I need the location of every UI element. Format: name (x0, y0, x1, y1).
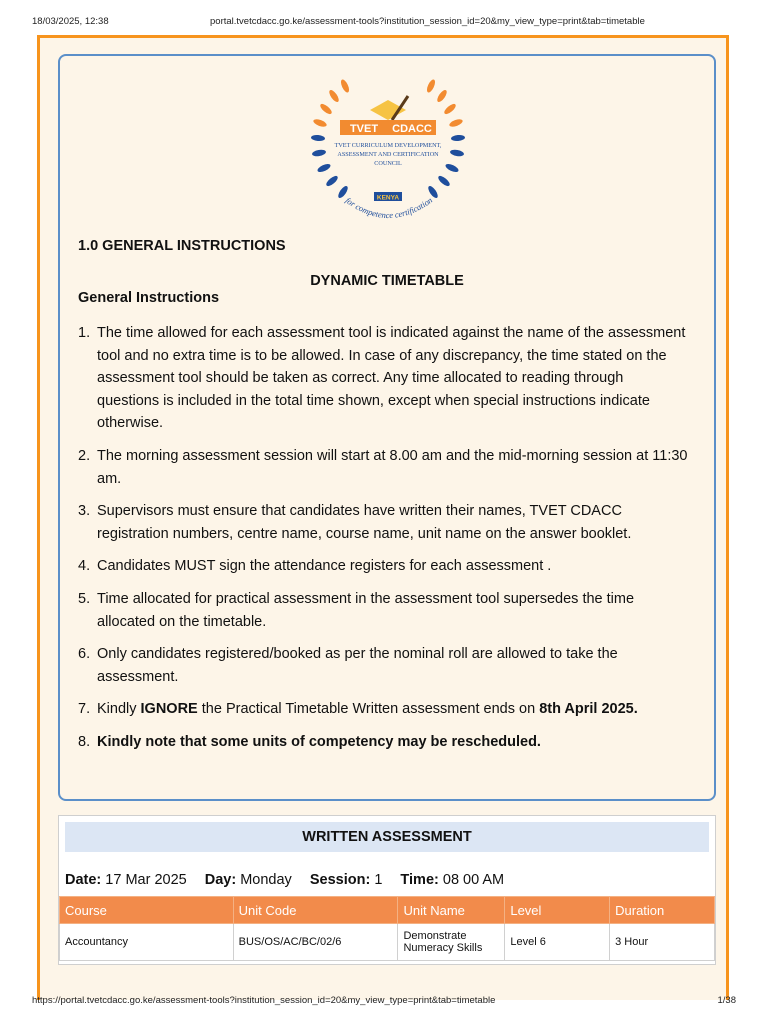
column-header: Duration (610, 897, 715, 924)
written-assessment-section (58, 815, 716, 965)
laurel-left-icon (311, 78, 351, 199)
session-date: 17 Mar 2025 (105, 872, 187, 888)
instruction-item: 6. Only candidates registered/booked as per the nominal roll are allowed to take the assessment. (78, 646, 618, 685)
logo-line-1: TVET CURRICULUM DEVELOPMENT, (334, 142, 442, 149)
page-number: 1/38 (717, 995, 736, 1006)
cell-course: Accountancy (60, 924, 234, 961)
print-header-url: portal.tvetcdacc.go.ke/assessment-tools?institution_session_id=20&my_view_type=print&tab=timetable (210, 16, 645, 27)
instructions-list (78, 322, 688, 764)
timetable-title: DYNAMIC TIMETABLE (310, 273, 464, 289)
tvet-cdacc-logo (304, 76, 472, 236)
session-info: Date: 17 Mar 2025 Day: Monday Session: 1 Time: 08 00 AM (65, 872, 505, 888)
logo-country: KENYA (376, 194, 400, 202)
graduation-cap-icon (370, 100, 406, 120)
logo-line-2: ASSESSMENT AND CERTIFICATION (337, 151, 439, 158)
column-header: Unit Code (233, 897, 398, 924)
assessment-banner: WRITTEN ASSESSMENT (65, 822, 709, 852)
cell-unit-name: Demonstrate Numeracy Skills (398, 924, 505, 961)
table-row (60, 924, 715, 961)
instruction-item: 4. Candidates MUST sign the attendance registers for each assessment . (78, 558, 552, 575)
session-time: 08 00 AM (442, 872, 505, 888)
print-footer (32, 995, 736, 1009)
cell-unit-code: BUS/OS/AC/BC/02/6 (233, 924, 398, 961)
column-header: Level (505, 897, 610, 924)
instruction-item: 3. Supervisors must ensure that candidates have written their names, TVET CDACC registration numbers, centre name, course name, unit name on the answer booklet. (78, 503, 632, 542)
cell-level: Level 6 (505, 924, 610, 961)
print-datetime: 18/03/2025, 12:38 (32, 16, 109, 27)
page-frame (37, 35, 729, 1000)
instruction-item: 5. Time allocated for practical assessment in the assessment tool supersedes the time allocated on the timetable. (78, 590, 635, 630)
print-footer-url: https://portal.tvetcdacc.go.ke/assessment-tools?institution_session_id=20&my_view_type=print&tab=timetable (32, 995, 496, 1006)
instruction-item: 8. Kindly note that some units of competency may be rescheduled. (78, 733, 541, 750)
timetable-table (59, 896, 715, 961)
cell-duration: 3 Hour (610, 924, 715, 961)
general-instructions-heading: General Instructions (78, 290, 220, 306)
instruction-item: 7. Kindly IGNORE the Practical Timetable Written assessment ends on 8th April 2025. (78, 701, 638, 718)
logo-motto: for competence certification (343, 194, 435, 221)
instruction-item: 1. The time allowed for each assessment tool is indicated against the name of the assessment tool and no extra time is to be allowed. In case of any discrepancy, the time stated on the assessment tool should be taken as correct. Any time allocated to reading through questions is included in the total time shown, except when special instructions indicate otherwise. (78, 325, 686, 432)
instructions-card (58, 54, 716, 801)
laurel-right-icon (425, 78, 465, 199)
session-day: Monday (240, 872, 292, 888)
logo-brand-right: CDACC (392, 123, 432, 135)
section-heading: 1.0 GENERAL INSTRUCTIONS (78, 238, 286, 254)
logo-line-3: COUNCIL (374, 160, 402, 167)
table-header-row (60, 897, 715, 924)
column-header: Unit Name (398, 897, 505, 924)
column-header: Course (60, 897, 234, 924)
session-number: 1 (374, 872, 383, 888)
logo-brand-left: TVET (349, 123, 379, 135)
instruction-item: 2. The morning assessment session will start at 8.00 am and the mid-morning session at 11:30 am. (78, 447, 688, 487)
print-header (32, 16, 736, 30)
